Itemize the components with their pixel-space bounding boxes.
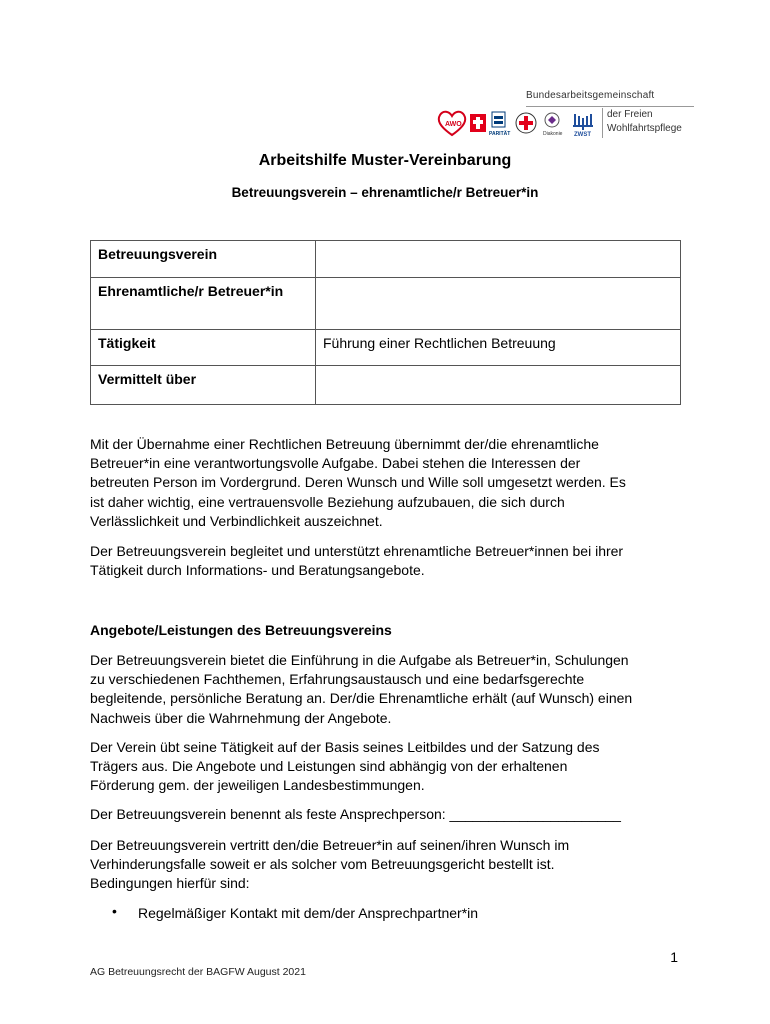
zwst-logo	[573, 114, 593, 138]
logo-caption-top: Bundesarbeitsgemeinschaft	[526, 90, 655, 101]
text-line: Betreuer*in eine verantwortungsvolle Aufgabe. Dabei stehen die Interessen der	[90, 455, 581, 472]
support-paragraph	[90, 542, 690, 580]
text-line: Verhinderungsfalle soweit er als solcher vom Betreuungsgericht bestellt ist.	[90, 856, 555, 873]
table-row	[91, 366, 681, 405]
contact-line	[90, 805, 690, 824]
text-line: begleitende, persönliche Beratung an. Der/die Ehrenamtliche erhält (auf Wunsch) einen	[90, 690, 633, 707]
text-line: zu verschiedenen Fachthemen, Erfahrungsaustausch und eine bedarfsgerechte	[90, 671, 585, 688]
text-line: Tätigkeit durch Informations- und Beratungsangebote.	[90, 562, 425, 579]
table-row	[91, 330, 681, 366]
text-line: Der Betreuungsverein bietet die Einführung in die Aufgabe als Betreuer*in, Schulungen	[90, 652, 629, 668]
represent-paragraph	[90, 836, 690, 894]
table-row	[91, 241, 681, 278]
text-line: Der Betreuungsverein benennt als feste Ansprechperson: ______________________	[90, 806, 621, 822]
bagfw-logo	[436, 90, 696, 140]
logo-rule	[526, 106, 694, 107]
awo-logo	[439, 112, 465, 135]
caritas-logo	[470, 114, 486, 132]
red-cross-logo	[516, 113, 536, 133]
zwst-text: ZWST	[574, 132, 591, 138]
text-line: Mit der Übernahme einer Rechtlichen Betreuung übernimmt der/die ehrenamtliche	[90, 436, 599, 452]
paritaet-text: PARITÄT	[489, 131, 511, 137]
logo-caption-line-2: Wohlfahrtspflege	[607, 123, 682, 134]
row-label: Vermittelt über	[91, 366, 316, 405]
row-value[interactable]	[316, 241, 681, 278]
member-logos	[436, 108, 602, 138]
row-value[interactable]	[316, 366, 681, 405]
diakonie-logo	[543, 113, 563, 137]
paritaet-logo	[489, 112, 510, 137]
document-title: Arbeitshilfe Muster-Vereinbarung	[258, 152, 512, 169]
row-value[interactable]	[316, 278, 681, 330]
row-label: Betreuungsverein	[91, 241, 316, 278]
section-heading: Angebote/Leistungen des Betreuungsvereins	[90, 622, 392, 638]
document-subtitle: Betreuungsverein – ehrenamtliche/r Betreuer*in	[231, 185, 539, 200]
text-line: Verlässlichkeit und Verbindlichkeit auszeichnet.	[90, 512, 383, 529]
text-line: Der Verein übt seine Tätigkeit auf der Basis seines Leitbildes und der Satzung des	[90, 739, 600, 755]
row-label: Tätigkeit	[91, 330, 316, 366]
bullet-item: Regelmäßiger Kontakt mit dem/der Ansprechpartner*in	[138, 905, 479, 921]
page-number: 1	[670, 949, 678, 965]
page-footer: AG Betreuungsrecht der BAGFW August 2021	[90, 966, 306, 978]
row-label: Ehrenamtliche/r Betreuer*in	[91, 278, 316, 330]
diakonie-text: Diakonie	[543, 131, 563, 137]
text-line: betreuten Person im Vordergrund. Deren Wunsch und Wille soll umgesetzt werden. Es	[90, 474, 626, 491]
bullet-icon: •	[112, 903, 117, 919]
row-value[interactable]: Führung einer Rechtlichen Betreuung	[316, 330, 681, 366]
text-line: ist daher wichtig, eine vertrauensvolle Beziehung aufzubauen, die sich durch	[90, 493, 565, 510]
text-line: Förderung gem. der jeweiligen Landesbestimmungen.	[90, 777, 425, 794]
text-line: Der Betreuungsverein begleitet und unterstützt ehrenamtliche Betreuer*innen bei ihrer	[90, 543, 624, 559]
basis-paragraph	[90, 738, 690, 796]
logo-caption-line-1: der Freien	[607, 109, 653, 120]
text-line: Trägers aus. Die Angebote und Leistungen sind abhängig von der erhaltenen	[90, 758, 568, 775]
offer-paragraph	[90, 651, 690, 728]
awo-text: AWO	[445, 121, 462, 128]
text-line: Bedingungen hierfür sind:	[90, 875, 250, 892]
intro-paragraph	[90, 435, 690, 531]
info-table	[90, 240, 681, 405]
text-line: Nachweis über die Wahrnehmung der Angebote.	[90, 709, 392, 726]
table-row	[91, 278, 681, 330]
text-line: Der Betreuungsverein vertritt den/die Betreuer*in auf seinen/ihren Wunsch im	[90, 837, 570, 853]
logo-divider	[602, 108, 603, 138]
